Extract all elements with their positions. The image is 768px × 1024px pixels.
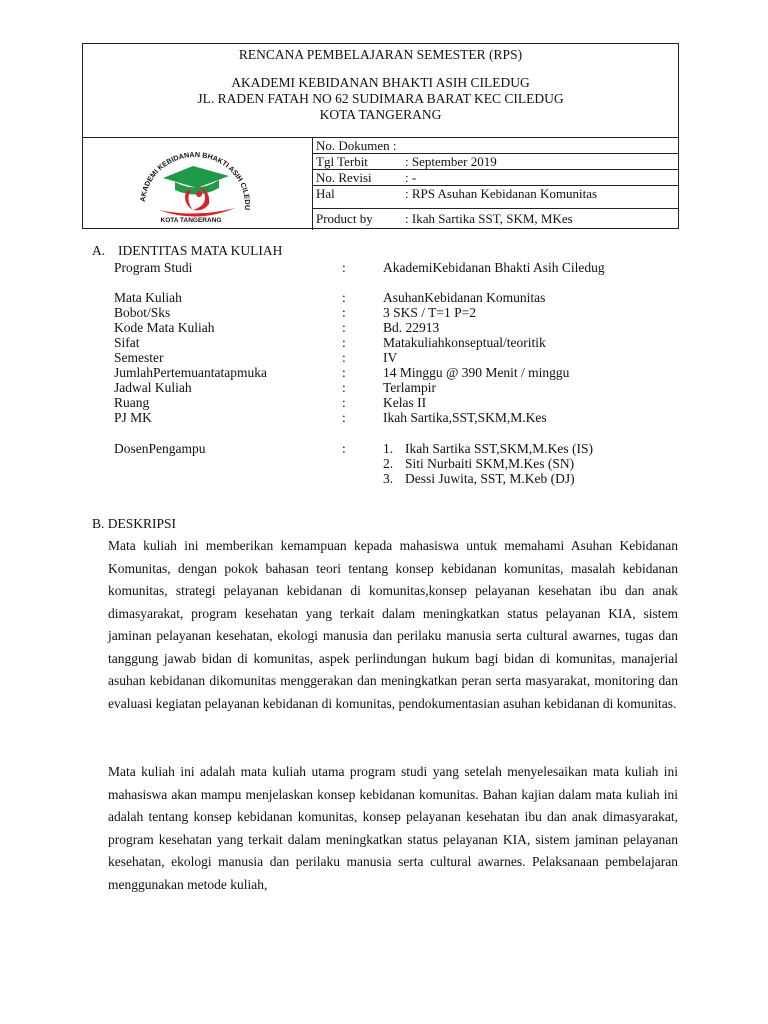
mortarboard-icon bbox=[163, 166, 229, 195]
description-paragraph-1: Mata kuliah ini memberikan kemampuan kepada mahasiswa untuk memahami Asuhan Kebidanan Komunitas, dengan pokok bahasan teori tentang konsep kebidanan komunitas, masalah kebidanan komunitas, strategi pelayanan kebidanan di komunitas,konsep pelayanan kesehatan ibu dan anak dimasyarakat, program kesehatan yang terkait dalam meningkatkan status pelayanan KIA, sistem jaminan pelayanan kesehatan, ekologi manusia dan perilaku manusia serta cultural awarnes, tugas dan tanggung jawab bidan di komunitas, aspek perlindungan hukum bagi bidan di komunitas, manajerial asuhan kebidanan dikomunitas menggerakan dan meningkatkan peran serta masyarakat, monitoring dan evaluasi kegiatan pelayanan kebidanan di komunitas, pendokumentasian asuhan kebidanan di komunitas. bbox=[108, 538, 678, 711]
institution-address: JL. RADEN FATAH NO 62 SUDIMARA BARAT KEC CILEDUG bbox=[197, 91, 564, 106]
meta-row bbox=[313, 138, 679, 154]
identity-value: AsuhanKebidanan Komunitas bbox=[383, 290, 546, 305]
identity-key: JumlahPertemuantatapmuka bbox=[114, 365, 267, 380]
lecturer-name: Ikah Sartika SST,SKM,M.Kes (IS) bbox=[405, 441, 593, 456]
identity-key: Jadwal Kuliah bbox=[114, 380, 192, 395]
identity-colon: : bbox=[342, 305, 346, 320]
identity-value: AkademiKebidanan Bhakti Asih Ciledug bbox=[383, 260, 605, 275]
meta-key: Product by bbox=[316, 211, 373, 226]
identity-colon: : bbox=[342, 335, 346, 350]
meta-value: : Ikah Sartika SST, SKM, MKes bbox=[405, 211, 573, 226]
identity-key: PJ MK bbox=[114, 410, 152, 425]
meta-value: : September 2019 bbox=[405, 154, 497, 169]
meta-row bbox=[313, 186, 679, 209]
meta-value: : RPS Asuhan Kebidanan Komunitas bbox=[405, 186, 598, 201]
identity-key: Sifat bbox=[114, 335, 140, 350]
section-a-number: A. bbox=[92, 243, 106, 258]
identity-key: Semester bbox=[114, 350, 164, 365]
meta-row bbox=[313, 170, 679, 186]
section-a-title: IDENTITAS MATA KULIAH bbox=[118, 243, 283, 258]
header-table bbox=[82, 43, 679, 229]
section-b-heading: B. DESKRIPSI bbox=[92, 516, 177, 531]
identity-colon: : bbox=[342, 395, 346, 410]
identity-colon: : bbox=[342, 350, 346, 365]
lecturer-number: 3. bbox=[383, 471, 394, 486]
meta-key: No. Revisi bbox=[316, 170, 372, 185]
institution-logo bbox=[83, 138, 313, 230]
identity-value: 3 SKS / T=1 P=2 bbox=[383, 305, 477, 320]
identity-value: Ikah Sartika,SST,SKM,M.Kes bbox=[383, 410, 547, 425]
document-meta bbox=[313, 138, 679, 230]
lecturer-number: 2. bbox=[383, 456, 394, 471]
logo-cell bbox=[83, 138, 313, 230]
identity-key: Ruang bbox=[114, 395, 150, 410]
identity-value: 14 Minggu @ 390 Menit / minggu bbox=[383, 365, 570, 380]
identity-value: Kelas II bbox=[383, 395, 427, 410]
meta-key: Hal bbox=[316, 186, 335, 201]
header-title-block bbox=[83, 44, 678, 138]
identity-key: Bobot/Sks bbox=[114, 305, 171, 320]
identity-colon: : bbox=[342, 320, 346, 335]
identity-key: Program Studi bbox=[114, 260, 193, 275]
meta-row bbox=[313, 209, 679, 230]
identity-colon: : bbox=[342, 410, 346, 425]
identity-key: Kode Mata Kuliah bbox=[114, 320, 215, 335]
identity-colon: : bbox=[342, 380, 346, 395]
institution-name: AKADEMI KEBIDANAN BHAKTI ASIH CILEDUG bbox=[231, 75, 530, 90]
identity-colon: : bbox=[342, 260, 346, 275]
identity-value: Bd. 22913 bbox=[383, 320, 440, 335]
identity-colon: : bbox=[342, 365, 346, 380]
meta-key: No. Dokumen : bbox=[316, 138, 397, 153]
meta-value: : - bbox=[405, 170, 417, 185]
identity-colon: : bbox=[342, 441, 346, 456]
doc-title: RENCANA PEMBELAJARAN SEMESTER (RPS) bbox=[238, 47, 523, 62]
meta-row bbox=[313, 154, 679, 170]
meta-key: Tgl Terbit bbox=[316, 154, 368, 169]
institution-city: KOTA TANGERANG bbox=[319, 107, 442, 122]
logo-bottom-text: KOTA TANGERANG bbox=[160, 217, 222, 224]
lecturer-number: 1. bbox=[383, 441, 394, 456]
identity-value: Terlampir bbox=[383, 380, 437, 395]
identity-key: Mata Kuliah bbox=[114, 290, 182, 305]
identity-key: DosenPengampu bbox=[114, 441, 206, 456]
svg-text:AKADEMI KEBIDANAN BHAKTI ASIH bbox=[83, 138, 252, 210]
lecturer-name: Dessi Juwita, SST, M.Keb (DJ) bbox=[405, 471, 575, 486]
identity-colon: : bbox=[342, 290, 346, 305]
identity-value: Matakuliahkonseptual/teoritik bbox=[383, 335, 546, 350]
description-paragraph-2: Mata kuliah ini adalah mata kuliah utama program studi yang setelah menyelesaikan mata kuliah ini mahasiswa akan mampu menjelaskan konsep kebidanan komunitas. Bahan kajian dalam mata kuliah ini adalah tentang konsep kebidanan komunitas, konsep pelayanan kesehatan ibu dan anak dimasyarakat, program kesehatan yang terkait dalam meningkatkan status pelayanan KIA, sistem jaminan pelayanan kesehatan, ekologi manusia dan perilaku manusia serta cultural awarnes. Pelaksanaan pembelajaran menggunakan metode kuliah, bbox=[108, 764, 678, 892]
lecturer-name: Siti Nurbaiti SKM,M.Kes (SN) bbox=[405, 456, 575, 471]
identity-value: IV bbox=[383, 350, 398, 365]
logo-arc-text: AKADEMI KEBIDANAN BHAKTI ASIH CILEDU bbox=[137, 149, 253, 211]
